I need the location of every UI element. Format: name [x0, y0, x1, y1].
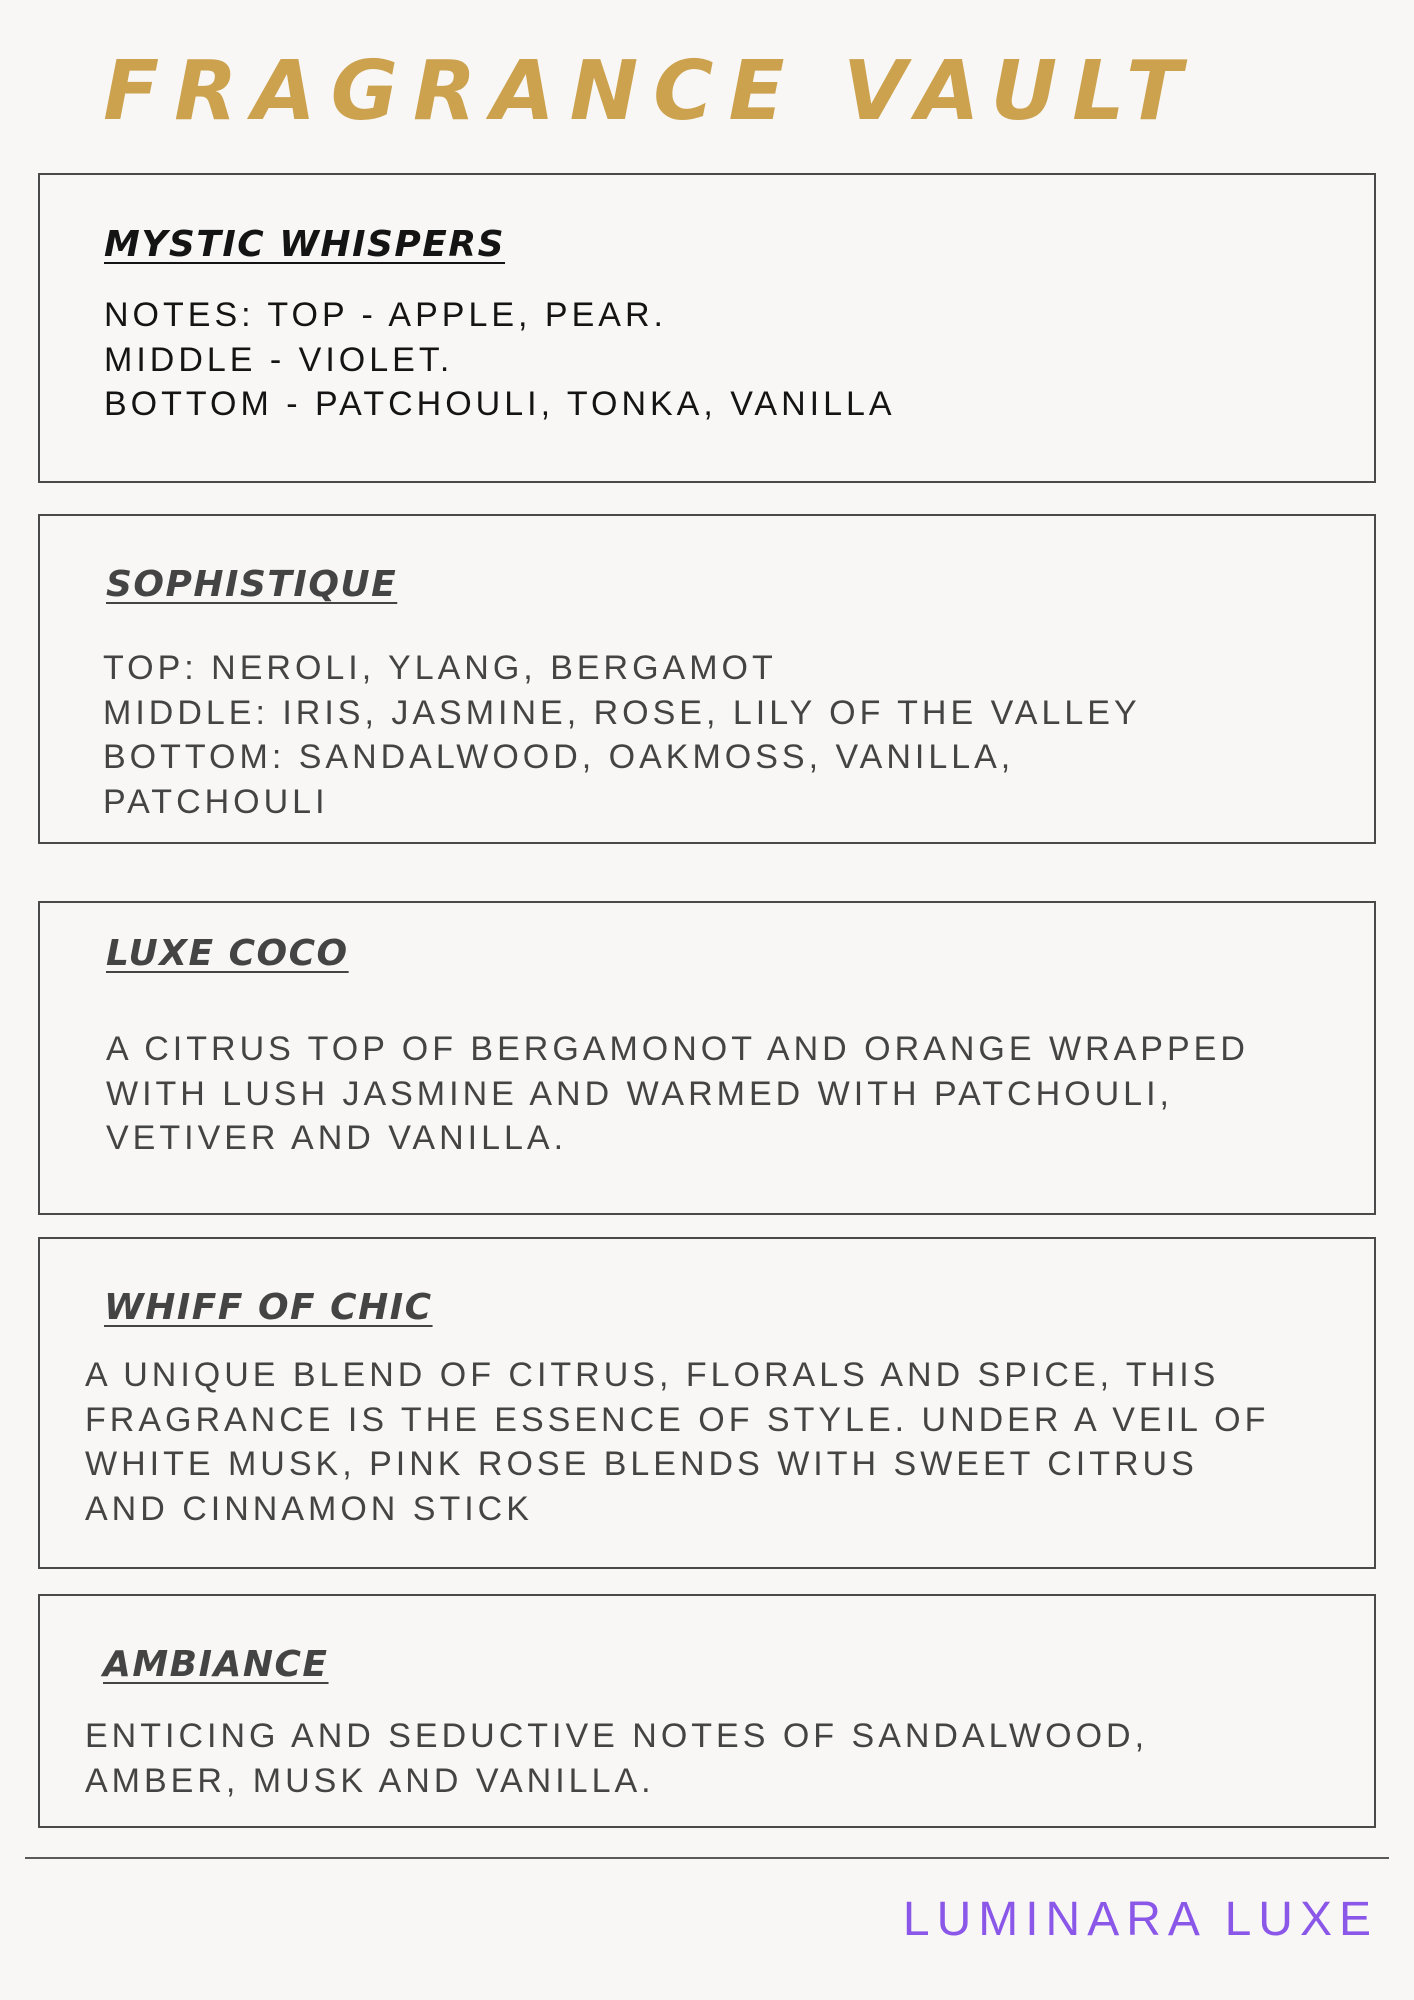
notes-line: AMBER, MUSK AND VANILLA. — [85, 1761, 655, 1800]
notes-line: BOTTOM: SANDALWOOD, OAKMOSS, VANILLA, — [103, 738, 1015, 776]
notes-line: MIDDLE: IRIS, JASMINE, ROSE, LILY OF THE VALLEY — [103, 693, 1141, 732]
notes-line: WITH LUSH JASMINE AND WARMED WITH PATCHOULI, — [106, 1074, 1173, 1113]
fragrance-name: AMBIANCE — [103, 1644, 329, 1685]
notes-line: A CITRUS TOP OF BERGAMONOT AND ORANGE WRAPPED — [106, 1030, 1249, 1068]
notes-line: PATCHOULI — [103, 782, 329, 821]
footer-divider — [25, 1857, 1389, 1859]
notes-line: NOTES: TOP - APPLE, PEAR. — [104, 296, 667, 334]
fragrance-notes — [106, 1027, 1249, 1161]
page-title: FRAGRANCE VAULT — [103, 44, 1197, 139]
notes-line: TOP: NEROLI, YLANG, BERGAMOT — [103, 649, 777, 687]
fragrance-card-luxe-coco — [38, 901, 1376, 1215]
fragrance-notes — [104, 293, 896, 427]
fragrance-name: SOPHISTIQUE — [106, 564, 398, 605]
fragrance-card-ambiance — [38, 1594, 1376, 1828]
notes-line: A UNIQUE BLEND OF CITRUS, FLORALS AND SPICE, THIS — [85, 1356, 1220, 1394]
fragrance-name: LUXE COCO — [106, 933, 349, 974]
notes-line: WHITE MUSK, PINK ROSE BLENDS WITH SWEET CITRUS — [85, 1445, 1198, 1483]
fragrance-card-mystic-whispers — [38, 173, 1376, 483]
brand-name: LUMINARA LUXE — [902, 1893, 1378, 1946]
fragrance-notes — [103, 646, 1141, 824]
fragrance-name: WHIFF OF CHIC — [104, 1287, 433, 1328]
notes-line: MIDDLE - VIOLET. — [104, 340, 454, 379]
notes-line: BOTTOM - PATCHOULI, TONKA, VANILLA — [104, 385, 896, 423]
notes-line: AND CINNAMON STICK — [85, 1489, 533, 1528]
fragrance-notes — [85, 1353, 1269, 1531]
notes-line: ENTICING AND SEDUCTIVE NOTES OF SANDALWOOD, — [85, 1717, 1149, 1755]
fragrance-card-whiff-of-chic — [38, 1237, 1376, 1569]
fragrance-name: MYSTIC WHISPERS — [104, 224, 506, 265]
notes-line: FRAGRANCE IS THE ESSENCE OF STYLE. UNDER A VEIL OF — [85, 1400, 1270, 1439]
fragrance-notes — [85, 1714, 1148, 1803]
fragrance-card-sophistique — [38, 514, 1376, 844]
notes-line: VETIVER AND VANILLA. — [106, 1119, 568, 1157]
